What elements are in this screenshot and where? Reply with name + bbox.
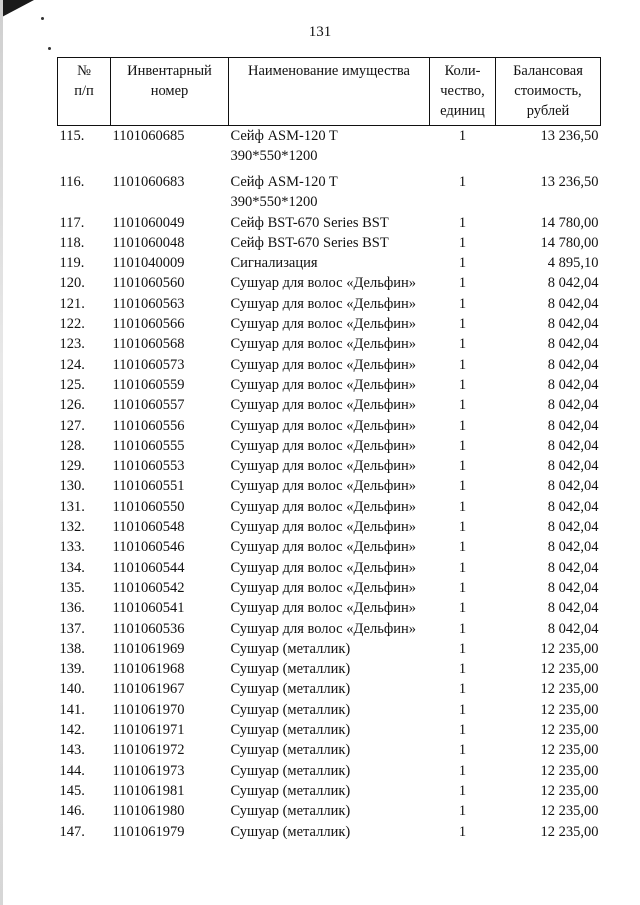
- quantity: 1: [458, 376, 467, 393]
- inventory-number: 1101060049: [112, 214, 185, 231]
- inventory-number: 1101061967: [112, 681, 185, 698]
- property-name: [229, 537, 430, 557]
- scan-edge-shadow: [0, 0, 3, 905]
- table-row: [58, 801, 601, 821]
- quantity: 1: [458, 579, 467, 596]
- table-row: [58, 253, 601, 273]
- row-number: 126.: [59, 397, 85, 414]
- table-row: [58, 233, 601, 253]
- property-name: [229, 801, 430, 821]
- row-number: 117.: [59, 214, 85, 231]
- inventory-number: 1101060541: [112, 600, 185, 617]
- inventory-number: 1101060685: [112, 128, 185, 144]
- property-name-line: Сушуар для волос «Дельфин»: [230, 336, 416, 353]
- quantity: 1: [458, 661, 467, 678]
- inventory-number: 1101060048: [112, 234, 185, 251]
- table-row: [58, 679, 601, 699]
- property-name: [229, 172, 430, 213]
- table-row: [58, 273, 601, 293]
- balance-cost: 4 895,10: [547, 255, 599, 272]
- table-row: [58, 213, 601, 233]
- inventory-number: 1101060683: [112, 174, 185, 190]
- header-quantity: Коли- чество, единиц: [430, 58, 496, 126]
- row-number: 132.: [59, 519, 85, 536]
- property-name: [229, 355, 430, 375]
- inventory-number: 1101061972: [112, 742, 185, 759]
- property-name: [229, 273, 430, 293]
- inventory-number: 1101060542: [112, 579, 185, 596]
- balance-cost: 8 042,04: [547, 437, 599, 454]
- quantity: 1: [458, 295, 467, 312]
- inventory-number: 1101061973: [112, 762, 185, 779]
- balance-cost: 12 235,00: [540, 661, 599, 678]
- scan-corner-mark: [0, 0, 34, 18]
- balance-cost: 8 042,04: [547, 295, 599, 312]
- property-name: [229, 679, 430, 699]
- inventory-number: 1101061981: [112, 782, 185, 799]
- table-row: [58, 659, 601, 679]
- quantity: 1: [458, 701, 467, 718]
- balance-cost: 8 042,04: [547, 519, 599, 536]
- table-row: [58, 436, 601, 456]
- property-name-line: Сушуар для волос «Дельфин»: [230, 478, 416, 495]
- property-name: [229, 334, 430, 354]
- balance-cost: 8 042,04: [547, 417, 599, 434]
- balance-cost: 8 042,04: [547, 600, 599, 617]
- property-name-line: Сушуар (металлик): [230, 640, 351, 657]
- row-number: 122.: [59, 316, 85, 333]
- quantity: 1: [458, 478, 467, 495]
- table-row: [58, 558, 601, 578]
- quantity: 1: [458, 417, 467, 434]
- property-name: [229, 578, 430, 598]
- row-number: 123.: [59, 336, 85, 353]
- property-name: [229, 213, 430, 233]
- balance-cost: 12 235,00: [540, 762, 599, 779]
- quantity: 1: [458, 823, 467, 840]
- row-number: 133.: [59, 539, 85, 556]
- property-name-line: Сушуар для волос «Дельфин»: [230, 579, 416, 596]
- row-number: 118.: [59, 234, 85, 251]
- row-number: 129.: [59, 458, 85, 475]
- property-name-line: Сушуар для волос «Дельфин»: [230, 417, 416, 434]
- property-name-line: Сушуар (металлик): [230, 803, 351, 820]
- inventory-number: 1101061971: [112, 722, 185, 739]
- property-name-line: Сушуар для волос «Дельфин»: [230, 539, 416, 556]
- balance-cost: 8 042,04: [547, 275, 599, 292]
- quantity: 1: [458, 336, 467, 353]
- inventory-number: 1101060553: [112, 458, 185, 475]
- scan-speck: [41, 17, 44, 20]
- row-number: 131.: [59, 498, 85, 515]
- inventory-number: 1101060544: [112, 559, 185, 576]
- balance-cost: 8 042,04: [547, 397, 599, 414]
- quantity: 1: [458, 214, 467, 231]
- row-number: 119.: [59, 255, 85, 272]
- property-name-line: Сушуар для волос «Дельфин»: [230, 458, 416, 475]
- property-name-line: Сушуар для волос «Дельфин»: [230, 559, 416, 576]
- inventory-number: 1101060550: [112, 498, 185, 515]
- property-name-line: Сушуар для волос «Дельфин»: [230, 376, 416, 393]
- balance-cost: 8 042,04: [547, 579, 599, 596]
- quantity: 1: [458, 356, 467, 373]
- table-row: [58, 375, 601, 395]
- inventory-number: 1101060566: [112, 316, 185, 333]
- property-name-line: Сушуар для волос «Дельфин»: [230, 600, 416, 617]
- row-number: 116.: [59, 174, 85, 190]
- table-row: [58, 822, 601, 842]
- table-row: [58, 355, 601, 375]
- balance-cost: 14 780,00: [540, 234, 599, 251]
- quantity: 1: [458, 275, 467, 292]
- property-name: [229, 476, 430, 496]
- balance-cost: 8 042,04: [547, 458, 599, 475]
- quantity: 1: [458, 234, 467, 251]
- table-row: [58, 476, 601, 496]
- row-number: 143.: [59, 742, 85, 759]
- row-number: 125.: [59, 376, 85, 393]
- property-name: [229, 659, 430, 679]
- scan-speck: [48, 47, 51, 50]
- property-name: [229, 720, 430, 740]
- property-name-line: Сушуар для волос «Дельфин»: [230, 275, 416, 292]
- row-number: 127.: [59, 417, 85, 434]
- balance-cost: 12 235,00: [540, 823, 599, 840]
- quantity: 1: [458, 782, 467, 799]
- balance-cost: 13 236,50: [540, 174, 599, 190]
- property-name-line: Сушуар (металлик): [230, 661, 351, 678]
- property-name-line: Сушуар для волос «Дельфин»: [230, 356, 416, 373]
- property-name: [229, 294, 430, 314]
- balance-cost: 12 235,00: [540, 782, 599, 799]
- table-row: [58, 761, 601, 781]
- quantity: 1: [458, 620, 467, 637]
- table-row: [58, 639, 601, 659]
- table-row: [58, 334, 601, 354]
- balance-cost: 8 042,04: [547, 376, 599, 393]
- quantity: 1: [458, 640, 467, 657]
- inventory-number: 1101061968: [112, 661, 185, 678]
- property-name: [229, 740, 430, 760]
- row-number: 140.: [59, 681, 85, 698]
- balance-cost: 8 042,04: [547, 620, 599, 637]
- property-name: [229, 497, 430, 517]
- row-number: 146.: [59, 803, 85, 820]
- row-number: 130.: [59, 478, 85, 495]
- table-header-row: [58, 58, 601, 126]
- property-name-line: Сушуар (металлик): [230, 762, 351, 779]
- balance-cost: 12 235,00: [540, 640, 599, 657]
- property-name-line: Сушуар (металлик): [230, 782, 351, 799]
- inventory-number: 1101061970: [112, 701, 185, 718]
- property-name: [229, 395, 430, 415]
- balance-cost: 12 235,00: [540, 803, 599, 820]
- inventory-number: 1101060546: [112, 539, 185, 556]
- balance-cost: 8 042,04: [547, 336, 599, 353]
- row-number: 128.: [59, 437, 85, 454]
- table-row: [58, 314, 601, 334]
- property-name-line: Сушуар для волос «Дельфин»: [230, 519, 416, 536]
- property-name: [229, 619, 430, 639]
- balance-cost: 12 235,00: [540, 681, 599, 698]
- row-number: 135.: [59, 579, 85, 596]
- quantity: 1: [458, 498, 467, 515]
- inventory-number: 1101060557: [112, 397, 185, 414]
- row-number: 136.: [59, 600, 85, 617]
- row-number: 115.: [59, 128, 85, 144]
- inventory-table: [57, 57, 601, 842]
- quantity: 1: [458, 722, 467, 739]
- property-name: [229, 375, 430, 395]
- quantity: 1: [458, 458, 467, 475]
- property-name-line: Сушуар (металлик): [230, 823, 351, 840]
- property-name-line: Сушуар для волос «Дельфин»: [230, 620, 416, 637]
- table-row: [58, 598, 601, 618]
- quantity: 1: [458, 539, 467, 556]
- row-number: 138.: [59, 640, 85, 657]
- balance-cost: 14 780,00: [540, 214, 599, 231]
- inventory-number: 1101040009: [112, 255, 185, 272]
- row-number: 142.: [59, 722, 85, 739]
- property-name-line: 390*550*1200: [230, 148, 318, 165]
- quantity: 1: [458, 255, 467, 272]
- property-name-line: Сушуар (металлик): [230, 742, 351, 759]
- table-row: [58, 700, 601, 720]
- table-body: [58, 126, 601, 842]
- quantity: 1: [458, 803, 467, 820]
- row-number: 134.: [59, 559, 85, 576]
- balance-cost: 12 235,00: [540, 722, 599, 739]
- property-name-line: Сигнализация: [230, 255, 318, 272]
- quantity: 1: [458, 519, 467, 536]
- quantity: 1: [458, 762, 467, 779]
- property-name: [229, 233, 430, 253]
- property-name-line: Сушуар для волос «Дельфин»: [230, 397, 416, 414]
- row-number: 144.: [59, 762, 85, 779]
- property-name-line: Сушуар для волос «Дельфин»: [230, 437, 416, 454]
- quantity: 1: [458, 128, 467, 144]
- table-row: [58, 537, 601, 557]
- table-row: [58, 517, 601, 537]
- quantity: 1: [458, 681, 467, 698]
- row-number: 147.: [59, 823, 85, 840]
- property-name-line: Сейф ASM-120 T: [230, 174, 338, 190]
- table-row: [58, 578, 601, 598]
- property-name: [229, 517, 430, 537]
- property-name: [229, 126, 430, 173]
- property-name-line: Сушуар (металлик): [230, 722, 351, 739]
- balance-cost: 8 042,04: [547, 559, 599, 576]
- inventory-number: 1101060548: [112, 519, 185, 536]
- header-inventory-number: Инвентарный номер: [111, 58, 229, 126]
- property-name-line: Сейф BST-670 Series BST: [230, 234, 389, 251]
- table-row: [58, 395, 601, 415]
- row-number: 137.: [59, 620, 85, 637]
- table-row: [58, 497, 601, 517]
- balance-cost: 12 235,00: [540, 742, 599, 759]
- inventory-number: 1101060573: [112, 356, 185, 373]
- inventory-number: 1101061969: [112, 640, 185, 657]
- balance-cost: 13 236,50: [540, 128, 599, 144]
- table-row: [58, 172, 601, 213]
- quantity: 1: [458, 316, 467, 333]
- property-name-line: Сейф BST-670 Series BST: [230, 214, 389, 231]
- table-row: [58, 416, 601, 436]
- property-name-line: Сейф ASM-120 T: [230, 128, 338, 144]
- inventory-number: 1101060536: [112, 620, 185, 637]
- property-name-line: Сушуар для волос «Дельфин»: [230, 498, 416, 515]
- row-number: 145.: [59, 782, 85, 799]
- property-name: [229, 598, 430, 618]
- table-row: [58, 456, 601, 476]
- inventory-number: 1101060560: [112, 275, 185, 292]
- header-number: № п/п: [58, 58, 111, 126]
- property-name: [229, 822, 430, 842]
- header-property-name: Наименование имущества: [229, 58, 430, 126]
- property-name-line: Сушуар для волос «Дельфин»: [230, 295, 416, 312]
- row-number: 141.: [59, 701, 85, 718]
- property-name: [229, 781, 430, 801]
- property-name-line: Сушуар (металлик): [230, 701, 351, 718]
- inventory-number: 1101060551: [112, 478, 185, 495]
- row-number: 139.: [59, 661, 85, 678]
- balance-cost: 8 042,04: [547, 316, 599, 333]
- property-name: [229, 436, 430, 456]
- property-name: [229, 700, 430, 720]
- quantity: 1: [458, 742, 467, 759]
- quantity: 1: [458, 174, 467, 190]
- quantity: 1: [458, 559, 467, 576]
- row-number: 120.: [59, 275, 85, 292]
- property-name: [229, 253, 430, 273]
- inventory-number: 1101060559: [112, 376, 185, 393]
- balance-cost: 12 235,00: [540, 701, 599, 718]
- balance-cost: 8 042,04: [547, 498, 599, 515]
- row-number: 124.: [59, 356, 85, 373]
- property-name: [229, 416, 430, 436]
- row-number: 121.: [59, 295, 85, 312]
- balance-cost: 8 042,04: [547, 478, 599, 495]
- header-balance-cost: Балансовая стоимость, рублей: [496, 58, 601, 126]
- property-name-line: 390*550*1200: [230, 194, 318, 211]
- quantity: 1: [458, 437, 467, 454]
- table-row: [58, 720, 601, 740]
- property-name: [229, 761, 430, 781]
- inventory-number: 1101061979: [112, 823, 185, 840]
- property-name-line: Сушуар (металлик): [230, 681, 351, 698]
- table-row: [58, 126, 601, 173]
- table-row: [58, 781, 601, 801]
- property-name: [229, 558, 430, 578]
- quantity: 1: [458, 600, 467, 617]
- table-row: [58, 619, 601, 639]
- table-row: [58, 740, 601, 760]
- inventory-number: 1101060556: [112, 417, 185, 434]
- property-name: [229, 314, 430, 334]
- property-name-line: Сушуар для волос «Дельфин»: [230, 316, 416, 333]
- inventory-number: 1101060568: [112, 336, 185, 353]
- inventory-number: 1101060555: [112, 437, 185, 454]
- property-name: [229, 639, 430, 659]
- balance-cost: 8 042,04: [547, 356, 599, 373]
- page-number: 131: [308, 24, 332, 40]
- quantity: 1: [458, 397, 467, 414]
- property-name: [229, 456, 430, 476]
- inventory-number: 1101060563: [112, 295, 185, 312]
- table-row: [58, 294, 601, 314]
- inventory-number: 1101061980: [112, 803, 185, 820]
- balance-cost: 8 042,04: [547, 539, 599, 556]
